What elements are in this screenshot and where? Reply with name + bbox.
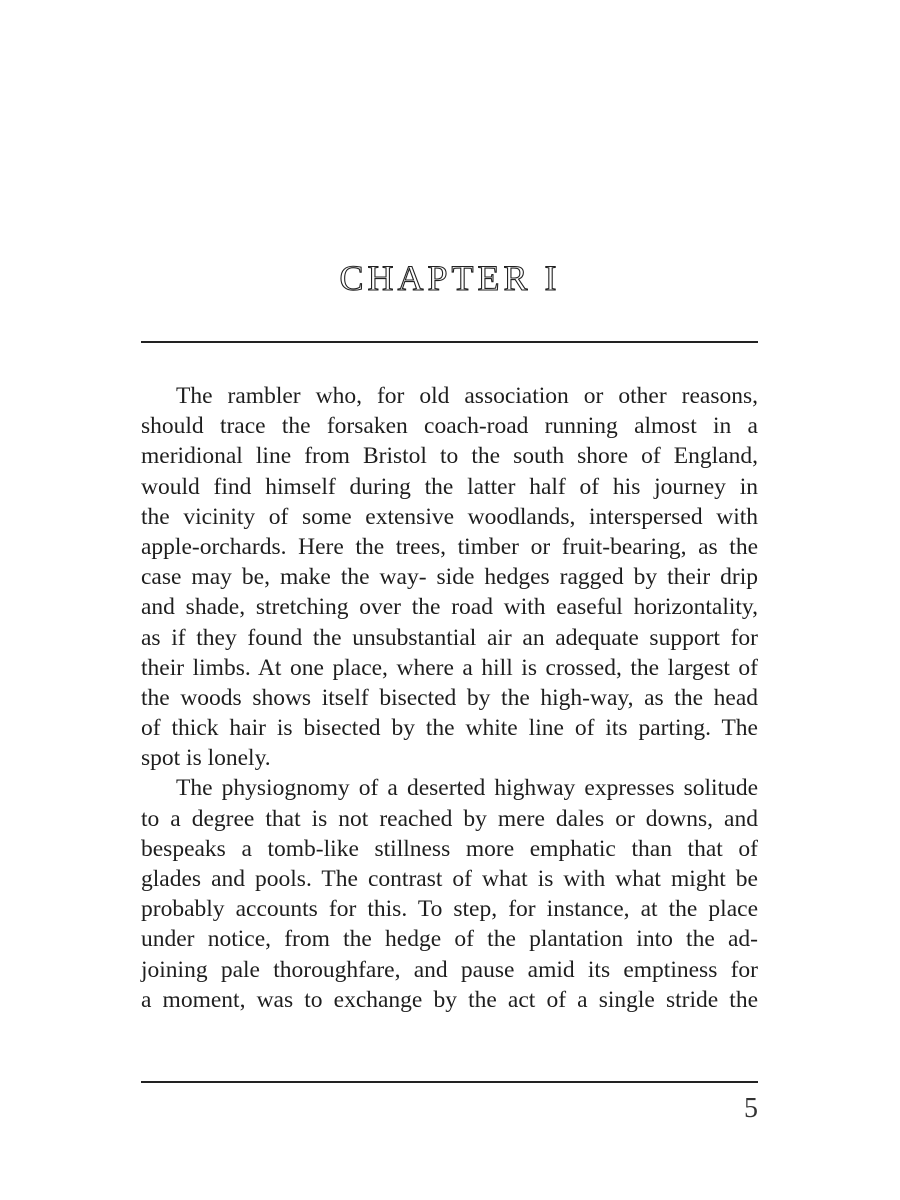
text-line: joining pale thoroughfare, and pause amid its emptiness for bbox=[141, 956, 758, 983]
text-line: their limbs. At one place, where a hill is crossed, the largest of bbox=[141, 654, 758, 681]
text-line: glades and pools. The contrast of what is with what might be bbox=[141, 866, 758, 892]
text-line: meridional line from Bristol to the south shore of England, bbox=[141, 443, 758, 470]
text-line: the woods shows itself bisected by the high-way, as the head bbox=[141, 684, 758, 711]
chapter-title: CHAPTER I bbox=[339, 258, 561, 298]
text-line: to a degree that is not reached by mere dales or downs, and bbox=[141, 805, 758, 832]
text-line: spot is lonely. bbox=[141, 745, 271, 772]
text-line: should trace the forsaken coach-road running almost in a bbox=[141, 413, 758, 440]
text-line: as if they found the unsubstantial air an adequate support for bbox=[141, 624, 758, 651]
bottom-rule bbox=[141, 1081, 758, 1083]
page-number: 5 bbox=[744, 1093, 758, 1124]
text-line: apple-orchards. Here the trees, timber or fruit-bearing, as the bbox=[141, 533, 758, 560]
top-rule bbox=[141, 341, 758, 343]
text-line: probably accounts for this. To step, for instance, at the place bbox=[141, 896, 758, 923]
text-line: bespeaks a tomb-like stillness more emphatic than that of bbox=[141, 835, 758, 862]
text-line: under notice, from the hedge of the plantation into the ad- bbox=[141, 926, 758, 953]
text-line: of thick hair is bisected by the white line of its parting. The bbox=[141, 715, 758, 742]
chapter-body bbox=[141, 381, 758, 1015]
text-line: the vicinity of some extensive woodlands, interspersed with bbox=[141, 503, 758, 530]
text-line: would find himself during the latter half of his journey in bbox=[141, 473, 758, 500]
text-line: The rambler who, for old association or other reasons, bbox=[176, 383, 758, 409]
text-line: a moment, was to exchange by the act of a single stride the bbox=[141, 986, 758, 1013]
text-line: case may be, make the way- side hedges ragged by their drip bbox=[141, 564, 758, 591]
text-line: The physiognomy of a deserted highway expresses solitude bbox=[176, 775, 758, 802]
text-line: and shade, stretching over the road with easeful horizontality, bbox=[141, 594, 758, 621]
